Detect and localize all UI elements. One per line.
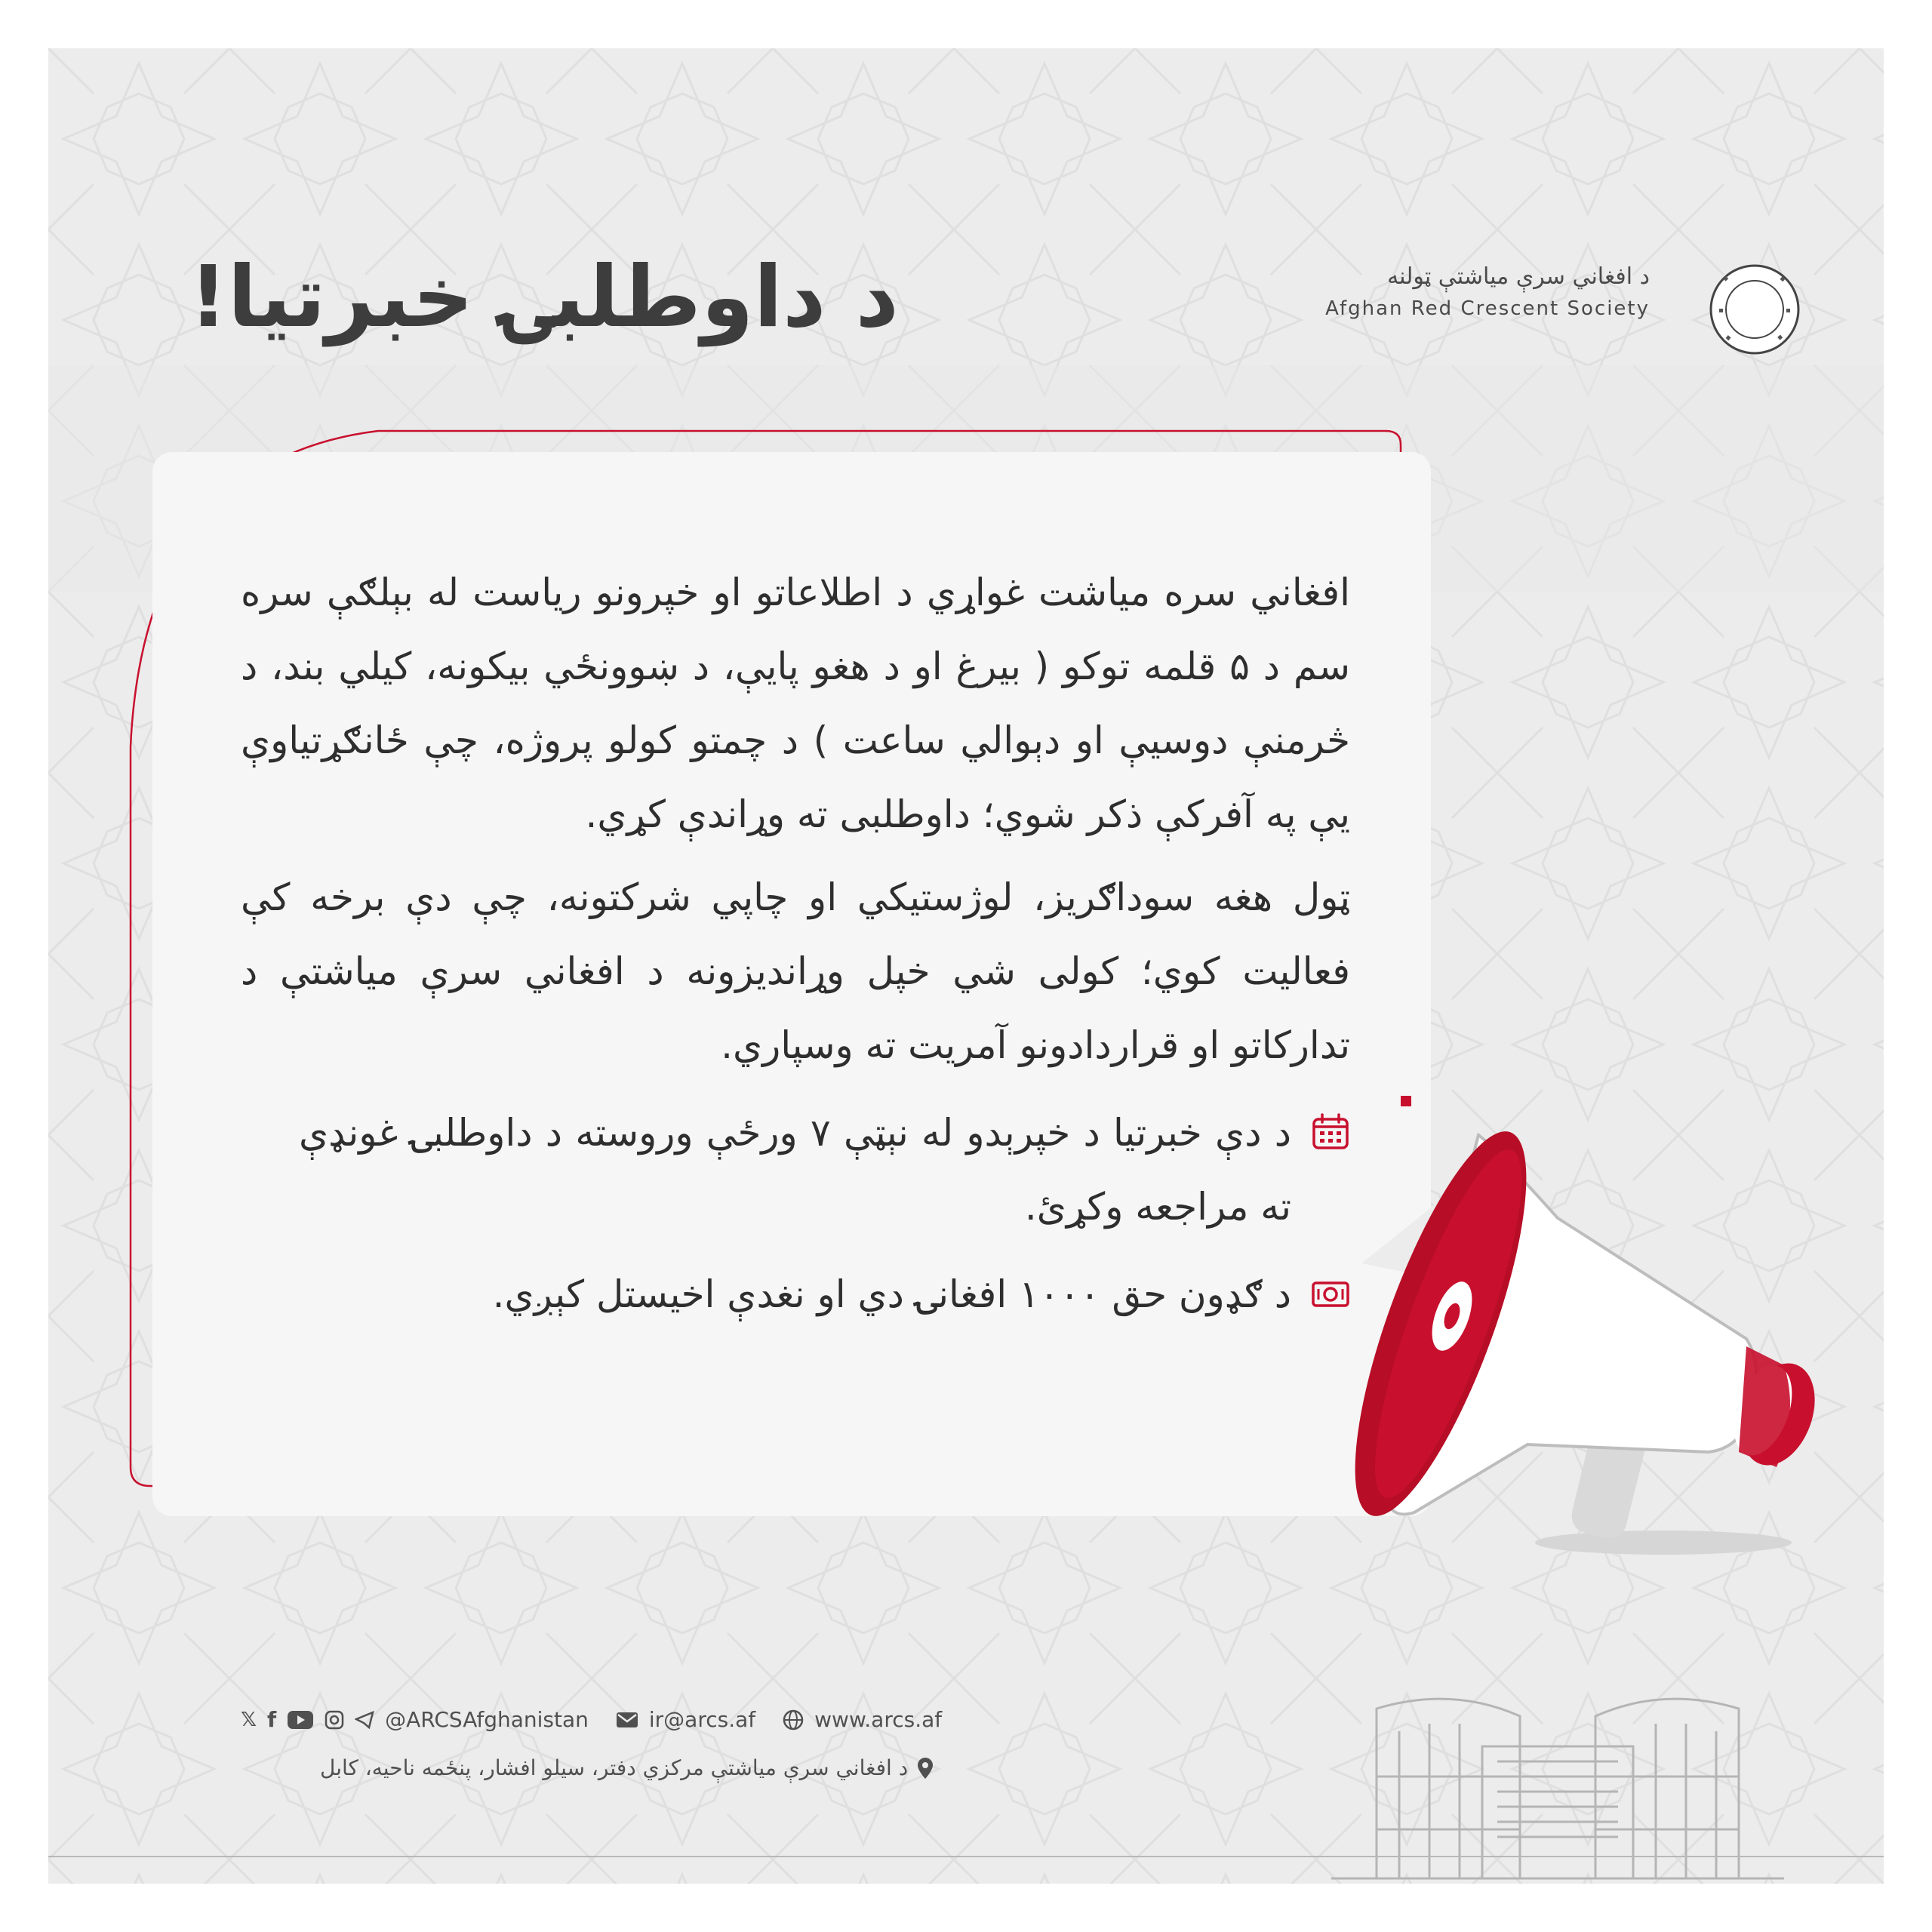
bullet-fee bbox=[241, 1257, 1350, 1331]
social-handle[interactable]: @ARCSAfghanistan bbox=[385, 1707, 589, 1732]
building-illustration bbox=[1331, 1663, 1784, 1882]
page-title: د داوطلبۍ خبرتیا! bbox=[189, 248, 899, 346]
instagram-icon[interactable] bbox=[325, 1710, 344, 1730]
org-block bbox=[1325, 263, 1650, 320]
megaphone-icon bbox=[1301, 1090, 1875, 1558]
facebook-icon[interactable]: f bbox=[266, 1707, 277, 1732]
x-icon[interactable]: 𝕏 bbox=[241, 1708, 257, 1731]
website-link[interactable]: www.arcs.af bbox=[814, 1707, 943, 1732]
address-row bbox=[320, 1755, 934, 1780]
org-name-pashto: د افغاني سرې میاشتې ټولنه bbox=[1387, 263, 1650, 290]
telegram-icon[interactable] bbox=[355, 1710, 374, 1730]
org-name-english: Afghan Red Crescent Society bbox=[1325, 297, 1650, 320]
bullet-meeting-text: د دې خبرتیا د خپرېدو له نېټې ۷ ورځې وروسته د داوطلبۍ غونډې ته مراجعه وکړئ. bbox=[299, 1111, 1291, 1229]
paragraph-eligibility: ټول هغه سوداګریز، لوژستیکي او چاپي شرکتونه، چې دې برخه کې فعالیت کوي؛ کولی شي خپل وړاندیزونه د افغاني سرې میاشتې د تدارکاتو او قراردادونو آمریت ته وسپاري. bbox=[241, 875, 1350, 1067]
bullet-meeting bbox=[241, 1096, 1350, 1244]
email-link[interactable]: ir@arcs.af bbox=[648, 1707, 756, 1732]
arcs-logo bbox=[1709, 263, 1801, 355]
footer-divider bbox=[48, 1856, 1884, 1857]
contact-row bbox=[241, 1707, 1003, 1732]
poster-frame bbox=[48, 48, 1884, 1884]
address-text: د افغاني سرې میاشتې مرکزي دفتر، سیلو افشار، پنځمه ناحیه، کابل bbox=[320, 1755, 909, 1780]
paragraph-intro: افغاني سره میاشت غواړي د اطلاعاتو او خپرونو ریاست له بېلګې سره سم د ۵ قلمه توکو ( بیرغ او د هغو پایې، د ښوونځي بیکونه، کیلي بند، د څرمنې دوسیې او دېوالي ساعت ) د چمتو کولو پروژه، چې ځانګړتیاوې یې په آفرکې ذکر شوي؛ داوطلبی ته وړاندې کړي. bbox=[241, 571, 1350, 836]
announcement-body bbox=[241, 555, 1350, 1331]
location-pin-icon bbox=[917, 1757, 934, 1780]
globe-icon bbox=[783, 1709, 804, 1730]
email-icon bbox=[616, 1711, 638, 1729]
youtube-icon[interactable] bbox=[287, 1710, 314, 1730]
bullet-fee-text: د ګډون حق ۱۰۰۰ افغانۍ دي او نغدې اخیستل کېږي. bbox=[492, 1272, 1291, 1316]
footer-contacts bbox=[241, 1707, 1003, 1732]
